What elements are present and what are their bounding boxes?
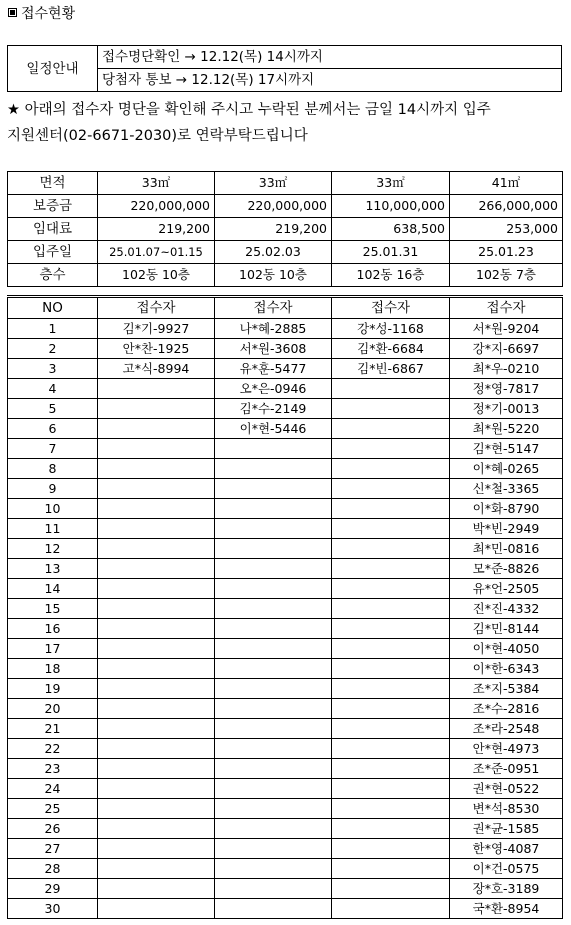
table-row	[8, 719, 563, 739]
applicant-cell	[332, 859, 450, 879]
applicant-cell	[98, 659, 215, 679]
applicant-cell	[215, 859, 332, 879]
applicant-cell: 유*언-2505	[450, 579, 563, 599]
applicant-cell	[215, 799, 332, 819]
table-row	[8, 759, 563, 779]
info-cell: 220,000,000	[98, 195, 215, 218]
row-number: 26	[8, 819, 98, 839]
applicant-cell: 변*석-8530	[450, 799, 563, 819]
applicant-cell	[215, 739, 332, 759]
row-number: 7	[8, 439, 98, 459]
row-number: 30	[8, 899, 98, 919]
applicant-cell	[215, 659, 332, 679]
applicant-cell	[332, 619, 450, 639]
row-number: 29	[8, 879, 98, 899]
row-number: 9	[8, 479, 98, 499]
info-cell: 219,200	[98, 218, 215, 241]
applicant-cell	[332, 639, 450, 659]
table-row	[8, 879, 563, 899]
applicant-cell: 장*호-3189	[450, 879, 563, 899]
applicant-cell	[215, 439, 332, 459]
applicant-cell	[98, 679, 215, 699]
table-row	[8, 779, 563, 799]
notice	[7, 97, 563, 149]
notice-line-2: 지원센터(02-6671-2030)로 연락부탁드립니다	[7, 128, 308, 144]
info-cell: 253,000	[450, 218, 563, 241]
applicant-cell	[98, 619, 215, 639]
applicant-cell	[215, 459, 332, 479]
applicant-cell	[332, 759, 450, 779]
applicant-cell: 강*지-6697	[450, 339, 563, 359]
row-number: 8	[8, 459, 98, 479]
schedule-line-2: 당첨자 통보 → 12.12(목) 17시까지	[98, 69, 562, 92]
row-number: 20	[8, 699, 98, 719]
applicant-cell	[332, 699, 450, 719]
applicant-cell	[215, 759, 332, 779]
row-number: 21	[8, 719, 98, 739]
applicant-cell	[332, 499, 450, 519]
applicant-cell	[332, 879, 450, 899]
notice-line-1: 아래의 접수자 명단을 확인해 주시고 누락된 분께서는 금일 14시까지 입주	[24, 102, 491, 118]
applicant-cell: 고*식-8994	[98, 359, 215, 379]
applicant-cell: 김*빈-6867	[332, 359, 450, 379]
applicant-cell	[215, 579, 332, 599]
info-cell: 41㎡	[450, 172, 563, 195]
table-row	[8, 819, 563, 839]
applicant-cell: 이*화-8790	[450, 499, 563, 519]
applicant-cell	[215, 779, 332, 799]
applicant-column-header: 접수자	[98, 297, 215, 319]
applicant-cell	[332, 479, 450, 499]
applicant-cell	[98, 819, 215, 839]
info-row-label: 층수	[8, 264, 98, 287]
applicant-cell: 나*혜-2885	[215, 319, 332, 339]
table-row	[8, 799, 563, 819]
row-number: 16	[8, 619, 98, 639]
applicant-cell: 이*한-6343	[450, 659, 563, 679]
table-row	[8, 739, 563, 759]
applicant-cell: 이*현-5446	[215, 419, 332, 439]
applicant-cell	[332, 819, 450, 839]
row-number: 28	[8, 859, 98, 879]
applicant-cell: 정*기-0013	[450, 399, 563, 419]
info-row-label: 입주일	[8, 241, 98, 264]
row-number: 15	[8, 599, 98, 619]
table-row	[8, 679, 563, 699]
applicant-cell	[332, 559, 450, 579]
info-row	[8, 241, 563, 264]
info-cell: 110,000,000	[332, 195, 450, 218]
applicant-cell	[332, 799, 450, 819]
applicant-cell	[98, 699, 215, 719]
row-number: 22	[8, 739, 98, 759]
table-row	[8, 659, 563, 679]
applicant-table	[7, 295, 563, 919]
table-row	[8, 459, 563, 479]
table-row	[8, 619, 563, 639]
info-cell: 102동 10층	[215, 264, 332, 287]
applicant-cell: 이*현-4050	[450, 639, 563, 659]
applicant-cell: 조*수-2816	[450, 699, 563, 719]
square-bullet-icon	[8, 8, 17, 17]
info-cell: 102동 7층	[450, 264, 563, 287]
row-number: 6	[8, 419, 98, 439]
applicant-cell	[215, 499, 332, 519]
applicant-cell	[215, 559, 332, 579]
row-number: 1	[8, 319, 98, 339]
schedule-table	[7, 45, 562, 92]
table-row	[8, 579, 563, 599]
table-row	[8, 419, 563, 439]
row-number: 3	[8, 359, 98, 379]
applicant-cell	[98, 599, 215, 619]
row-number: 5	[8, 399, 98, 419]
applicant-cell	[98, 899, 215, 919]
applicant-cell: 조*라-2548	[450, 719, 563, 739]
page-title	[8, 5, 75, 23]
applicant-cell: 김*기-9927	[98, 319, 215, 339]
info-cell: 25.01.31	[332, 241, 450, 264]
info-cell: 33㎡	[332, 172, 450, 195]
applicant-cell: 김*현-5147	[450, 439, 563, 459]
info-cell: 102동 16층	[332, 264, 450, 287]
info-cell: 102동 10층	[98, 264, 215, 287]
row-number: 25	[8, 799, 98, 819]
table-row	[8, 859, 563, 879]
applicant-cell	[98, 719, 215, 739]
applicant-cell	[98, 379, 215, 399]
info-cell: 25.01.23	[450, 241, 563, 264]
applicant-cell	[98, 859, 215, 879]
applicant-cell	[332, 539, 450, 559]
applicant-cell	[98, 879, 215, 899]
info-row	[8, 172, 563, 195]
applicant-cell: 안*찬-1925	[98, 339, 215, 359]
applicant-cell	[98, 779, 215, 799]
info-row	[8, 218, 563, 241]
applicant-cell: 신*철-3365	[450, 479, 563, 499]
applicant-column-header: 접수자	[215, 297, 332, 319]
table-row	[8, 599, 563, 619]
no-column-header: NO	[8, 297, 98, 319]
applicant-cell	[215, 719, 332, 739]
applicant-cell: 국*환-8954	[450, 899, 563, 919]
applicant-cell	[98, 759, 215, 779]
applicant-cell	[98, 439, 215, 459]
applicant-cell	[215, 619, 332, 639]
applicant-cell: 이*건-0575	[450, 859, 563, 879]
applicant-cell	[98, 839, 215, 859]
applicant-column-header: 접수자	[450, 297, 563, 319]
row-number: 17	[8, 639, 98, 659]
applicant-cell	[98, 499, 215, 519]
applicant-cell: 모*준-8826	[450, 559, 563, 579]
table-row	[8, 559, 563, 579]
table-row	[8, 439, 563, 459]
row-number: 12	[8, 539, 98, 559]
info-row-label: 보증금	[8, 195, 98, 218]
info-row	[8, 264, 563, 287]
schedule-label: 일정안내	[8, 46, 98, 92]
applicant-cell	[98, 579, 215, 599]
star-icon: ★	[7, 102, 20, 118]
applicant-cell	[332, 399, 450, 419]
applicant-cell	[332, 719, 450, 739]
row-number: 24	[8, 779, 98, 799]
applicant-cell: 박*빈-2949	[450, 519, 563, 539]
applicant-cell	[215, 639, 332, 659]
applicant-cell	[215, 519, 332, 539]
applicant-cell	[215, 479, 332, 499]
applicant-column-header: 접수자	[332, 297, 450, 319]
applicant-cell	[98, 639, 215, 659]
applicant-cell	[98, 479, 215, 499]
applicant-cell	[98, 399, 215, 419]
table-row	[8, 339, 563, 359]
applicant-cell: 최*우-0210	[450, 359, 563, 379]
row-number: 2	[8, 339, 98, 359]
info-cell: 219,200	[215, 218, 332, 241]
table-row	[8, 359, 563, 379]
applicant-cell	[215, 599, 332, 619]
table-row	[8, 699, 563, 719]
applicant-cell: 서*원-3608	[215, 339, 332, 359]
applicant-cell: 권*현-0522	[450, 779, 563, 799]
applicant-cell	[98, 539, 215, 559]
row-number: 10	[8, 499, 98, 519]
applicant-header-row	[8, 297, 563, 319]
applicant-cell	[98, 419, 215, 439]
applicant-cell	[215, 539, 332, 559]
applicant-cell	[98, 739, 215, 759]
row-number: 11	[8, 519, 98, 539]
page-title-text: 접수현황	[21, 6, 76, 22]
row-number: 4	[8, 379, 98, 399]
applicant-cell: 정*영-7817	[450, 379, 563, 399]
table-row	[8, 379, 563, 399]
table-row	[8, 839, 563, 859]
applicant-cell: 최*원-5220	[450, 419, 563, 439]
info-cell: 25.02.03	[215, 241, 332, 264]
applicant-cell: 강*성-1168	[332, 319, 450, 339]
applicant-cell	[215, 839, 332, 859]
applicant-cell	[332, 579, 450, 599]
applicant-cell: 진*진-4332	[450, 599, 563, 619]
table-row	[8, 639, 563, 659]
info-cell: 266,000,000	[450, 195, 563, 218]
applicant-cell	[98, 459, 215, 479]
row-number: 27	[8, 839, 98, 859]
info-row-label: 면적	[8, 172, 98, 195]
applicant-cell: 유*훈-5477	[215, 359, 332, 379]
applicant-cell: 김*수-2149	[215, 399, 332, 419]
applicant-cell: 한*영-4087	[450, 839, 563, 859]
row-number: 18	[8, 659, 98, 679]
table-row	[8, 319, 563, 339]
applicant-cell: 안*현-4973	[450, 739, 563, 759]
table-row	[8, 539, 563, 559]
applicant-cell	[332, 599, 450, 619]
schedule-line-1: 접수명단확인 → 12.12(목) 14시까지	[98, 46, 562, 69]
applicant-cell	[332, 679, 450, 699]
info-cell: 33㎡	[215, 172, 332, 195]
applicant-cell	[215, 819, 332, 839]
applicant-cell	[215, 679, 332, 699]
row-number: 23	[8, 759, 98, 779]
applicant-cell: 권*균-1585	[450, 819, 563, 839]
info-row	[8, 195, 563, 218]
applicant-cell	[98, 519, 215, 539]
info-cell: 220,000,000	[215, 195, 332, 218]
applicant-cell	[332, 739, 450, 759]
row-number: 19	[8, 679, 98, 699]
applicant-cell: 오*은-0946	[215, 379, 332, 399]
info-row-label: 임대료	[8, 218, 98, 241]
applicant-cell	[332, 439, 450, 459]
applicant-cell: 최*민-0816	[450, 539, 563, 559]
applicant-cell	[332, 419, 450, 439]
table-row	[8, 499, 563, 519]
applicant-cell: 김*민-8144	[450, 619, 563, 639]
applicant-cell: 조*준-0951	[450, 759, 563, 779]
row-number: 13	[8, 559, 98, 579]
applicant-cell	[332, 519, 450, 539]
applicant-cell	[98, 559, 215, 579]
applicant-cell: 김*환-6684	[332, 339, 450, 359]
applicant-cell	[332, 899, 450, 919]
table-row	[8, 899, 563, 919]
info-cell: 638,500	[332, 218, 450, 241]
applicant-cell	[332, 839, 450, 859]
applicant-cell	[98, 799, 215, 819]
table-row	[8, 479, 563, 499]
applicant-cell	[215, 899, 332, 919]
applicant-cell: 조*지-5384	[450, 679, 563, 699]
info-cell: 25.01.07~01.15	[98, 241, 215, 264]
row-number: 14	[8, 579, 98, 599]
applicant-cell	[215, 879, 332, 899]
applicant-cell	[332, 379, 450, 399]
applicant-cell: 서*원-9204	[450, 319, 563, 339]
table-row	[8, 399, 563, 419]
applicant-cell: 이*혜-0265	[450, 459, 563, 479]
info-cell: 33㎡	[98, 172, 215, 195]
applicant-cell	[332, 779, 450, 799]
applicant-cell	[332, 659, 450, 679]
applicant-cell	[215, 699, 332, 719]
table-row	[8, 519, 563, 539]
unit-info-table	[7, 171, 563, 287]
applicant-cell	[332, 459, 450, 479]
